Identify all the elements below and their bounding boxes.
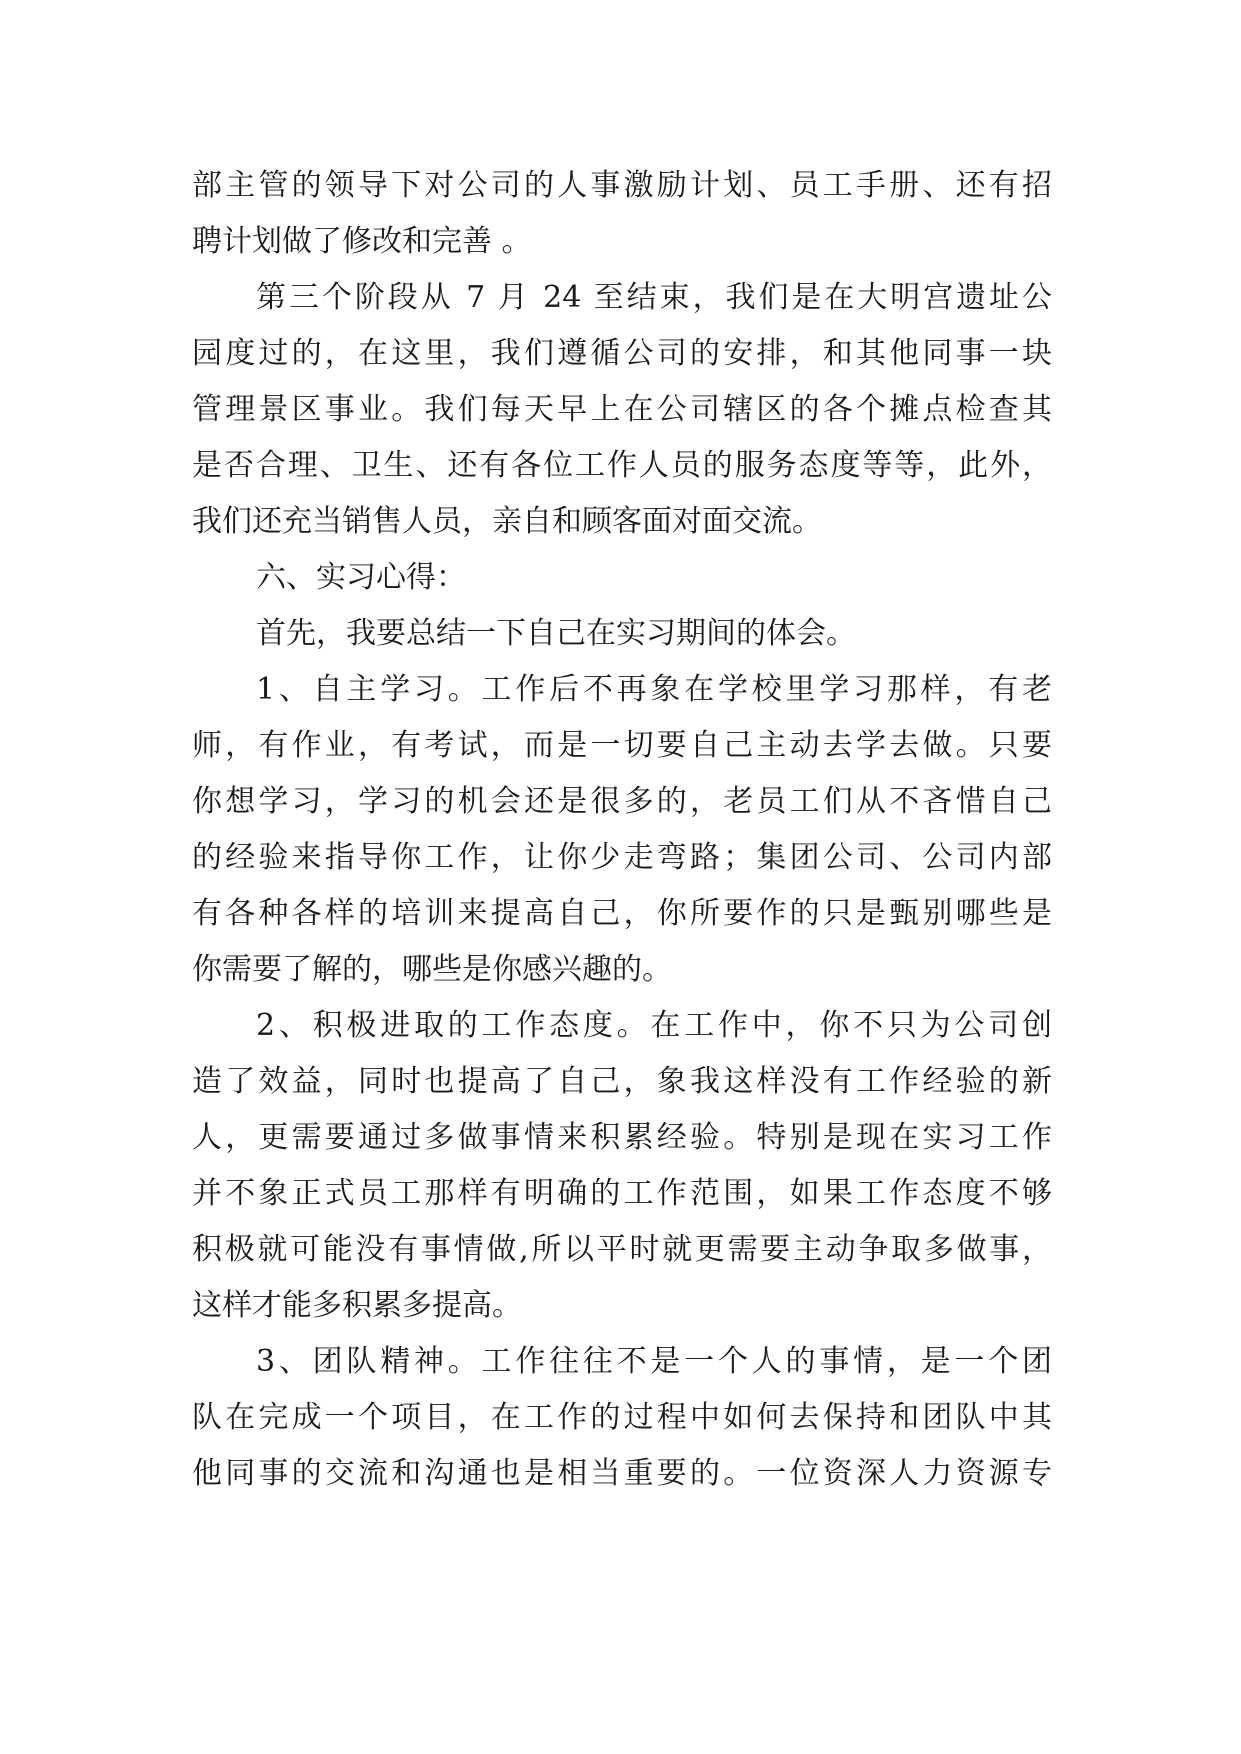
text-line: 你想学习，学习的机会还是很多的，老员工们从不吝惜自己 [192,784,1052,819]
list-item-3: 3、团队精神。工作往往不是一个人的事情，是一个团 [256,1344,1052,1379]
text-line: 部主管的领导下对公司的人事激励计划、员工手册、还有招 [192,168,1052,203]
text-line: 这样才能多积累多提高。 [192,1288,522,1323]
text-line: 我们还充当销售人员，亲自和顾客面对面交流。 [192,504,822,539]
text-line: 聘计划做了修改和完善 。 [192,224,532,259]
text-line: 人，更需要通过多做事情来积累经验。特别是现在实习工作 [192,1120,1052,1155]
text-line: 有各种各样的培训来提高自己，你所要作的只是甄别哪些是 [192,896,1052,931]
text-line: 的经验来指导你工作，让你少走弯路；集团公司、公司内部 [192,840,1052,875]
paragraph-line: 首先，我要总结一下自己在实习期间的体会。 [256,616,856,651]
text-line: 是否合理、卫生、还有各位工作人员的服务态度等等，此外， [192,448,1052,483]
text-line: 他同事的交流和沟通也是相当重要的。一位资深人力资源专 [192,1456,1052,1491]
section-heading: 六、实习心得： [256,560,466,595]
text-line: 管理景区事业。我们每天早上在公司辖区的各个摊点检查其 [192,392,1052,427]
paragraph-line: 第三个阶段从 7 月 24 至结束，我们是在大明宫遗址公 [256,280,1052,315]
text-line: 积极就可能没有事情做,所以平时就更需要主动争取多做事， [192,1232,1052,1267]
list-item-2: 2、积极进取的工作态度。在工作中，你不只为公司创 [256,1008,1052,1043]
list-item-1: 1、自主学习。工作后不再象在学校里学习那样，有老 [256,672,1052,707]
document-body [192,166,1052,1510]
text-line: 园度过的，在这里，我们遵循公司的安排，和其他同事一块 [192,336,1052,371]
text-line: 并不象正式员工那样有明确的工作范围，如果工作态度不够 [192,1176,1052,1211]
text-line: 队在完成一个项目，在工作的过程中如何去保持和团队中其 [192,1400,1052,1435]
text-line: 造了效益，同时也提高了自己，象我这样没有工作经验的新 [192,1064,1052,1099]
text-line: 你需要了解的，哪些是你感兴趣的。 [192,952,672,987]
text-line: 师，有作业，有考试，而是一切要自己主动去学去做。只要 [192,728,1052,763]
